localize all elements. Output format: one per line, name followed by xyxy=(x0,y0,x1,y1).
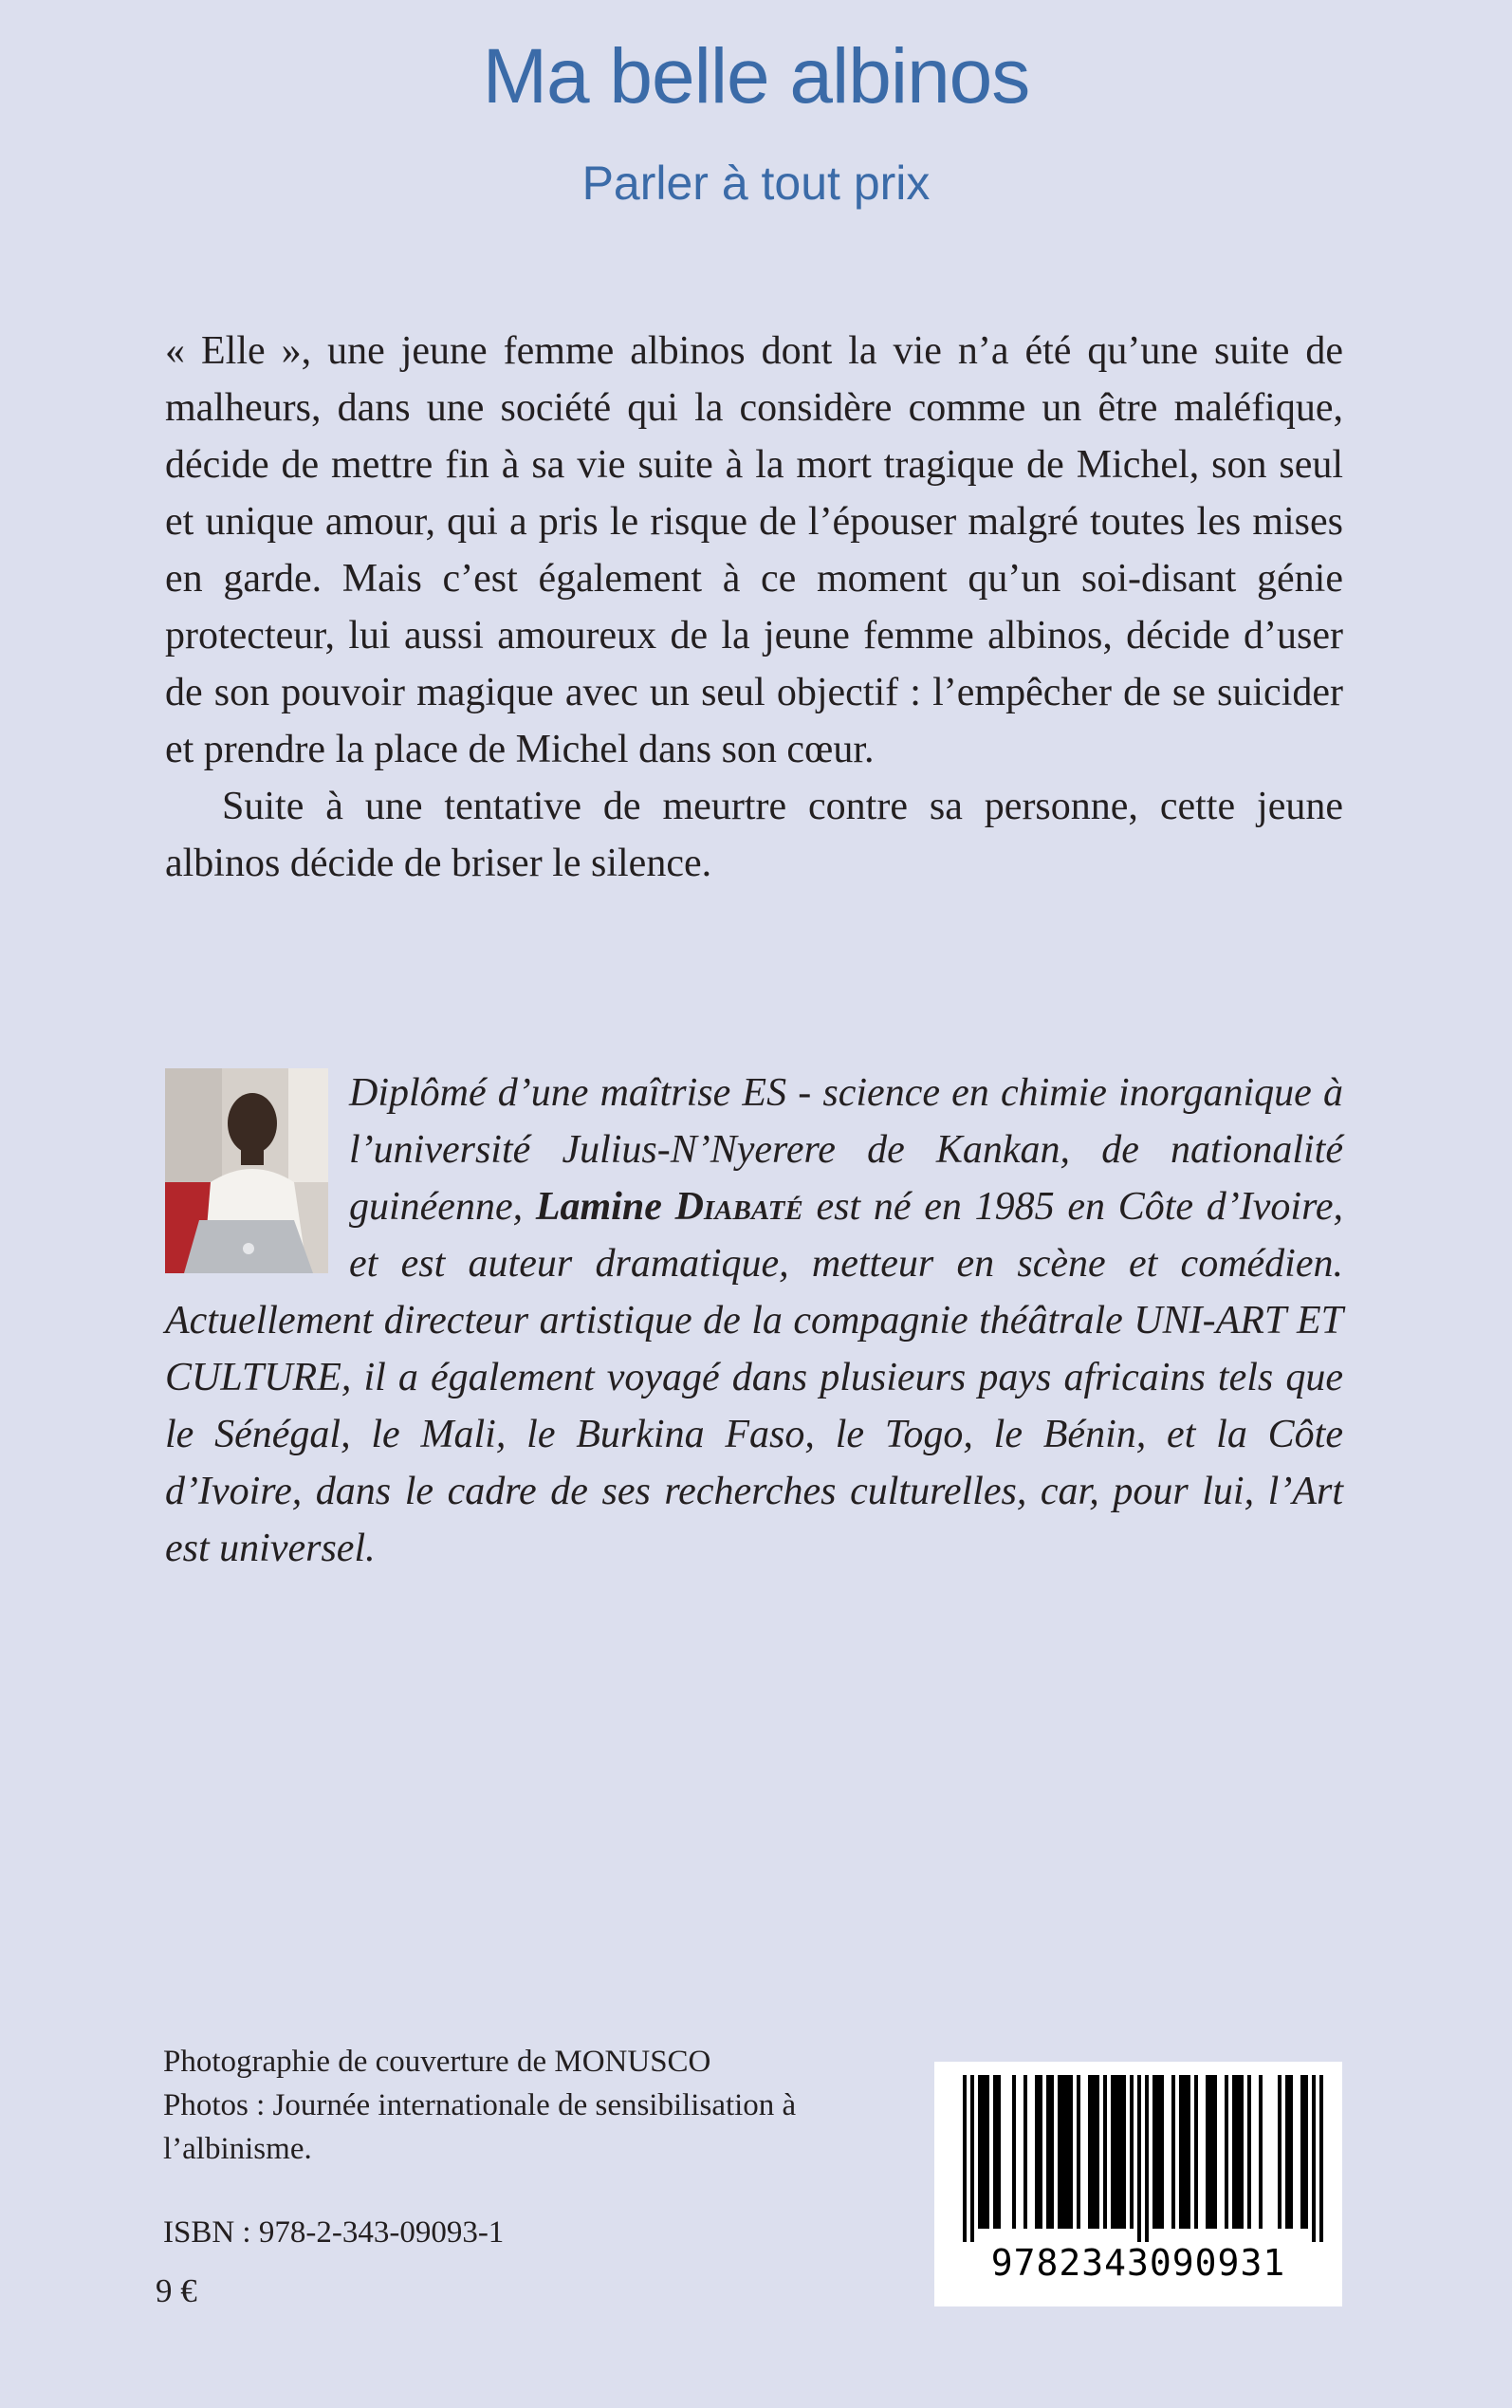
barcode-bar xyxy=(1285,2075,1289,2229)
barcode-bar xyxy=(1130,2075,1134,2229)
barcode-bar xyxy=(1236,2075,1240,2229)
barcode xyxy=(934,2062,1342,2306)
barcode-bar xyxy=(993,2075,997,2229)
author-bio-after: est né en 1985 en Côte d’Ivoire, et est auteur dramatique, metteur en scène et comédien. Actuellement directeur artistique de la compagnie théâtrale UNI-ART ET CULTURE, il a également voyagé dans plusieurs pays africains tels que le Sénégal, le Mali, le Burkina Faso, le Togo, le Bénin, et la Côte d’Ivoire, dans le cadre de ses recherches culturelles, car, pour lui, l’Art est universel. xyxy=(165,1185,1344,1570)
barcode-bar xyxy=(1092,2075,1096,2229)
barcode-bar xyxy=(1304,2075,1308,2229)
barcode-bar xyxy=(1240,2075,1244,2229)
barcode-bar xyxy=(1194,2075,1198,2229)
barcode-bar xyxy=(1179,2075,1183,2229)
barcode-bar xyxy=(978,2075,982,2229)
barcode-bar xyxy=(1312,2075,1316,2242)
author-photo xyxy=(165,1068,328,1273)
barcode-bar xyxy=(1300,2075,1304,2229)
barcode-bar xyxy=(982,2075,986,2229)
barcode-bar xyxy=(1171,2075,1175,2229)
barcode-bar xyxy=(1118,2075,1122,2229)
barcode-bar xyxy=(1289,2075,1293,2229)
barcode-bar xyxy=(1046,2075,1050,2229)
blurb-paragraph-1: « Elle », une jeune femme albinos dont la vie n’a été qu’une suite de malheurs, dans une société qui la considère comme un être maléfique, décide de mettre fin à sa vie suite à la mort tragique de Michel, son seul et unique amour, qui a pris le risque de l’épouser malgré toutes les mises en garde. Mais c’est également à ce moment qu’un soi-disant génie protecteur, lui aussi amoureux de la jeune femme albinos, décide d’user de son pouvoir magique avec un seul objectif : l’empêcher de se suicider et prendre la place de Michel dans son cœur. xyxy=(165,329,1343,771)
barcode-bar xyxy=(1065,2075,1069,2229)
barcode-bar xyxy=(1209,2075,1213,2229)
author-bio-before: Diplômé d’une maîtrise ES - science en chimie inorganique à l’université Julius-N’Nyerere de Kankan, de nationalité guinéenne, xyxy=(349,1071,1343,1229)
barcode-digits: 9782343090931 xyxy=(990,2242,1286,2284)
barcode-bar xyxy=(1206,2075,1209,2229)
barcode-bar xyxy=(1023,2075,1027,2229)
barcode-bar xyxy=(1039,2075,1042,2229)
barcode-bar xyxy=(986,2075,989,2229)
author-bio xyxy=(165,1065,1343,1577)
barcode-bar xyxy=(1050,2075,1054,2229)
author-first-name: Lamine xyxy=(535,1185,662,1229)
barcode-bars xyxy=(934,2062,1342,2242)
barcode-bar xyxy=(970,2075,974,2242)
credits-line-2: Photos : Journée internationale de sensibilisation à l’albinisme. xyxy=(163,2088,797,2166)
barcode-bar xyxy=(1225,2075,1228,2229)
barcode-bar xyxy=(1012,2075,1016,2229)
barcode-bar xyxy=(1187,2075,1190,2229)
barcode-bar xyxy=(1061,2075,1065,2229)
author-name xyxy=(536,1185,803,1229)
blurb xyxy=(165,323,1343,892)
blurb-paragraph-2: Suite à une tentative de meurtre contre sa personne, cette jeune albinos décide de briser le silence. xyxy=(165,785,1343,885)
price: 9 € xyxy=(156,2272,197,2309)
barcode-bar xyxy=(1160,2075,1164,2229)
barcode-bar xyxy=(1319,2075,1323,2242)
barcode-bar xyxy=(1035,2075,1039,2229)
barcode-bar xyxy=(1156,2075,1160,2229)
book-subtitle: Parler à tout prix xyxy=(581,157,931,210)
barcode-bar xyxy=(1122,2075,1126,2229)
barcode-bar xyxy=(1069,2075,1073,2229)
barcode-bar xyxy=(1259,2075,1263,2229)
isbn: ISBN : 978-2-343-09093-1 xyxy=(163,2215,505,2250)
barcode-bar xyxy=(963,2075,967,2242)
barcode-bar xyxy=(1111,2075,1115,2229)
barcode-bar xyxy=(997,2075,1001,2229)
barcode-bar xyxy=(1183,2075,1187,2229)
barcode-bar xyxy=(1213,2075,1217,2229)
barcode-bar xyxy=(1096,2075,1099,2229)
author-last-name: Diabaté xyxy=(674,1185,803,1229)
photo-credits xyxy=(163,2040,884,2171)
book-title: Ma belle albinos xyxy=(482,33,1030,120)
barcode-bar xyxy=(1152,2075,1156,2229)
barcode-bar xyxy=(1232,2075,1236,2229)
barcode-bar xyxy=(1115,2075,1118,2229)
barcode-bar xyxy=(1058,2075,1061,2229)
barcode-bar xyxy=(1103,2075,1107,2229)
barcode-bar xyxy=(1278,2075,1282,2229)
barcode-bar xyxy=(1077,2075,1080,2229)
barcode-bar xyxy=(1247,2075,1251,2229)
credits-line-1: Photographie de couverture de MONUSCO xyxy=(163,2045,711,2079)
barcode-bar xyxy=(1145,2075,1149,2242)
barcode-bar xyxy=(1088,2075,1092,2229)
barcode-bar xyxy=(1137,2075,1141,2242)
